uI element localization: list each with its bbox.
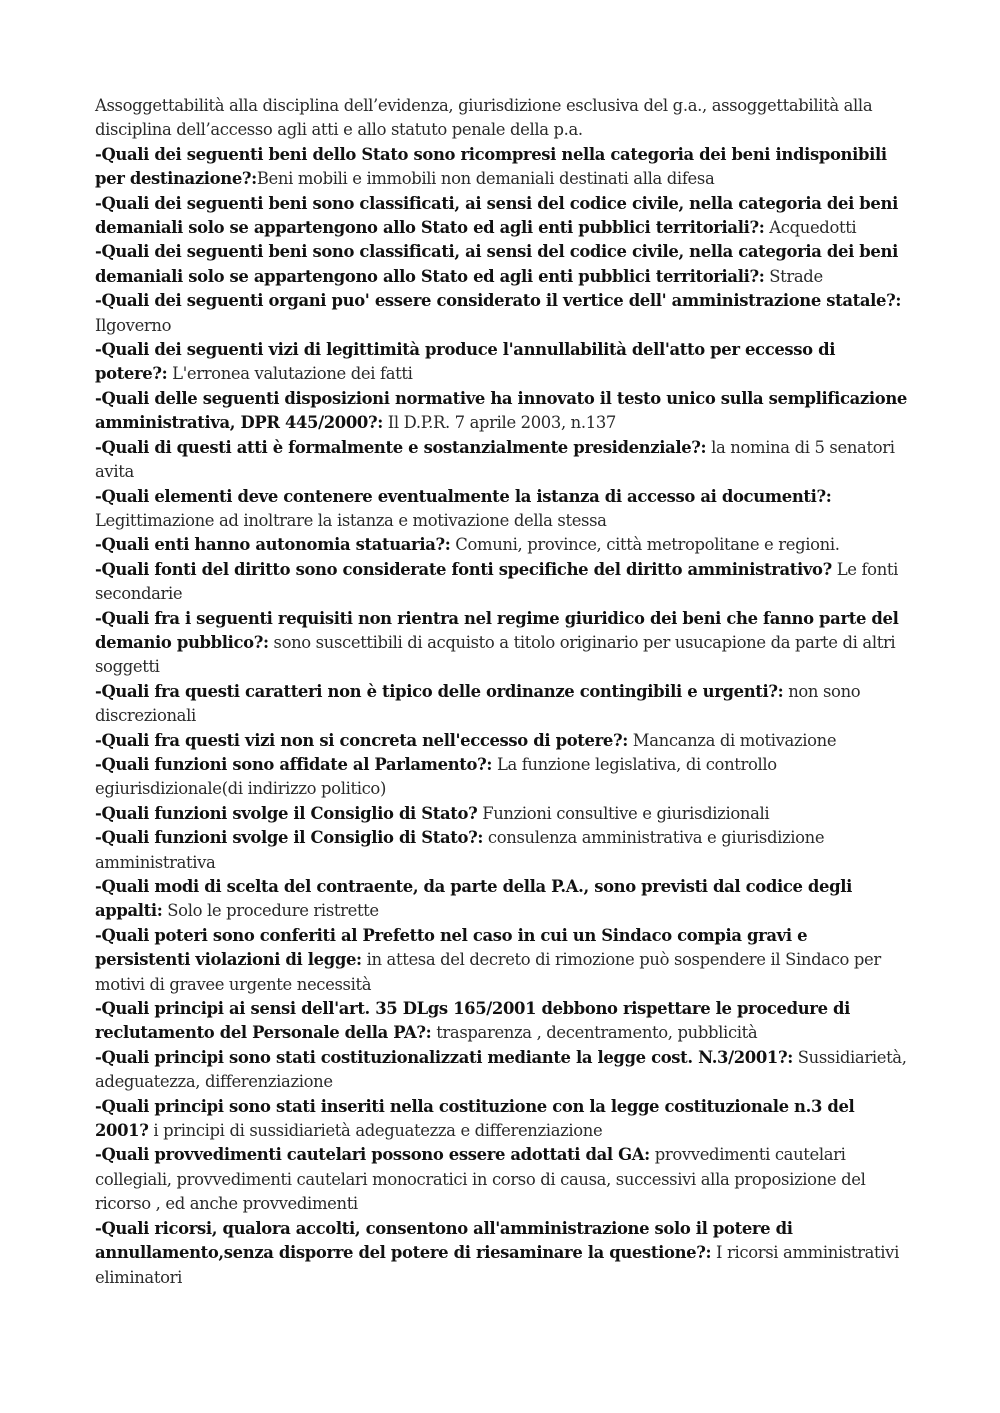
answer-text: i principi di sussidiarietà adeguatezza e differenziazione <box>148 1121 603 1141</box>
question-text: -Quali fra i seguenti requisiti non rientra nel regime giuridico dei beni che fanno parte del demanio pubblico?: <box>95 608 899 652</box>
list-item <box>95 192 907 241</box>
answer-text: L'erronea valutazione dei fatti <box>167 364 413 384</box>
answer-text: Sussidiarietà, adeguatezza, differenziazione <box>95 1047 907 1092</box>
list-item <box>95 875 907 924</box>
list-item <box>95 94 907 143</box>
list-item <box>95 997 907 1046</box>
answer-text: Funzioni consultive e giurisdizionali <box>477 803 770 823</box>
question-text: -Quali elementi deve contenere eventualmente la istanza di accesso ai documenti?: <box>95 486 832 506</box>
question-text: -Quali funzioni sono affidate al Parlamento?: <box>95 754 493 774</box>
list-item <box>95 1217 907 1290</box>
answer-text: Acquedotti <box>764 218 857 238</box>
question-text: -Quali di questi atti è formalmente e sostanzialmente presidenziale?: <box>95 437 707 457</box>
answer-text: Ilgoverno <box>95 315 172 335</box>
answer-text: sono suscettibili di acquisto a titolo originario per usucapione da parte di altri soggetti <box>95 632 896 677</box>
list-item <box>95 1095 907 1144</box>
answer-text: Strade <box>764 266 823 286</box>
document-body <box>95 94 907 1290</box>
question-text: -Quali dei seguenti beni sono classificati, ai sensi del codice civile, nella categoria dei beni demaniali solo se appartengono allo Stato ed agli enti pubblici territoriali?: <box>95 242 898 286</box>
list-item <box>95 729 907 753</box>
list-item <box>95 1046 907 1095</box>
list-item <box>95 240 907 289</box>
answer-text: I ricorsi amministrativi eliminatori <box>95 1243 899 1287</box>
question-text: -Quali fra questi caratteri non è tipico delle ordinanze contingibili e urgenti?: <box>95 681 784 701</box>
answer-text: Mancanza di motivazione <box>627 730 837 750</box>
list-item <box>95 558 907 607</box>
list-item <box>95 289 907 338</box>
answer-text: in attesa del decreto di rimozione può sospendere il Sindaco per motivi di gravee urgente necessità <box>95 950 881 994</box>
list-item <box>95 826 907 875</box>
answer-text: provvedimenti cautelari collegiali, provvedimenti cautelari monocratici in corso di causa, successivi alla proposizione del ricorso , ed anche provvedimenti <box>95 1145 866 1214</box>
question-text: -Quali dei seguenti beni dello Stato sono ricompresi nella categoria dei beni indisponibili per destinazione?: <box>95 144 887 189</box>
list-item <box>95 802 907 826</box>
question-text: -Quali dei seguenti vizi di legittimità produce l'annullabilità dell'atto per eccesso di potere?: <box>95 340 836 384</box>
list-item <box>95 485 907 534</box>
answer-text: Solo le procedure ristrette <box>162 901 379 921</box>
answer-text: consulenza amministrativa e giurisdizione amministrativa <box>95 828 825 872</box>
list-item <box>95 338 907 387</box>
question-text: -Quali dei seguenti beni sono classificati, ai sensi del codice civile, nella categoria dei beni demaniali solo se appartengono allo Stato ed agli enti pubblici territoriali?: <box>95 193 898 238</box>
list-item <box>95 143 907 192</box>
list-item <box>95 387 907 436</box>
question-text: -Quali dei seguenti organi puo' essere considerato il vertice dell' amministrazione statale?: <box>95 291 902 311</box>
question-text: -Quali ricorsi, qualora accolti, consentono all'amministrazione solo il potere di annullamento,senza disporre del potere di riesaminare la questione?: <box>95 1218 793 1263</box>
list-item <box>95 436 907 485</box>
question-text: -Quali fra questi vizi non si concreta nell'eccesso di potere?: <box>95 730 628 750</box>
question-text: -Quali provvedimenti cautelari possono essere adottati dal GA: <box>95 1145 650 1165</box>
answer-text: la nomina di 5 senatori avita <box>95 437 895 482</box>
question-text: -Quali funzioni svolge il Consiglio di Stato?: <box>95 828 484 848</box>
question-text: -Quali principi sono stati costituzionalizzati mediante la legge cost. N.3/2001?: <box>95 1047 793 1067</box>
answer-text: Beni mobili e immobili non demaniali destinati alla difesa <box>256 169 715 189</box>
list-item <box>95 680 907 729</box>
question-text: -Quali delle seguenti disposizioni normative ha innovato il testo unico sulla semplificazione amministrativa, DPR 445/2000?: <box>95 388 907 433</box>
question-text: -Quali enti hanno autonomia statuaria?: <box>95 535 451 555</box>
answer-text: Le fonti secondarie <box>95 559 899 604</box>
answer-text: La funzione legislativa, di controllo egiurisdizionale(di indirizzo politico) <box>95 754 777 799</box>
question-text: -Quali principi sono stati inseriti nella costituzione con la legge costituzionale n.3 del 2001? <box>95 1096 855 1141</box>
question-text: -Quali modi di scelta del contraente, da parte della P.A., sono previsti dal codice degli appalti: <box>95 877 852 921</box>
answer-text: Il D.P.R. 7 aprile 2003, n.137 <box>382 413 616 433</box>
list-item <box>95 607 907 680</box>
list-item <box>95 924 907 997</box>
answer-text: trasparenza , decentramento, pubblicità <box>431 1023 758 1043</box>
answer-text: Assoggettabilità alla disciplina dell’evidenza, giurisdizione esclusiva del g.a., assoggettabilità alla disciplina dell’accesso agli atti e allo statuto penale della p.a. <box>95 96 873 140</box>
list-item <box>95 753 907 802</box>
question-text: -Quali poteri sono conferiti al Prefetto nel caso in cui un Sindaco compia gravi e persistenti violazioni di legge: <box>95 925 808 970</box>
question-text: -Quali fonti del diritto sono considerate fonti specifiche del diritto amministrativo? <box>95 559 832 579</box>
answer-text: Comuni, province, città metropolitane e regioni. <box>450 535 840 555</box>
list-item <box>95 1143 907 1216</box>
list-item <box>95 533 907 557</box>
answer-text: non sono discrezionali <box>95 681 861 726</box>
question-text: -Quali funzioni svolge il Consiglio di Stato? <box>95 803 478 823</box>
question-text: -Quali principi ai sensi dell'art. 35 DLgs 165/2001 debbono rispettare le procedure di reclutamento del Personale della PA?: <box>95 999 851 1043</box>
answer-text: Legittimazione ad inoltrare la istanza e motivazione della stessa <box>95 510 607 530</box>
